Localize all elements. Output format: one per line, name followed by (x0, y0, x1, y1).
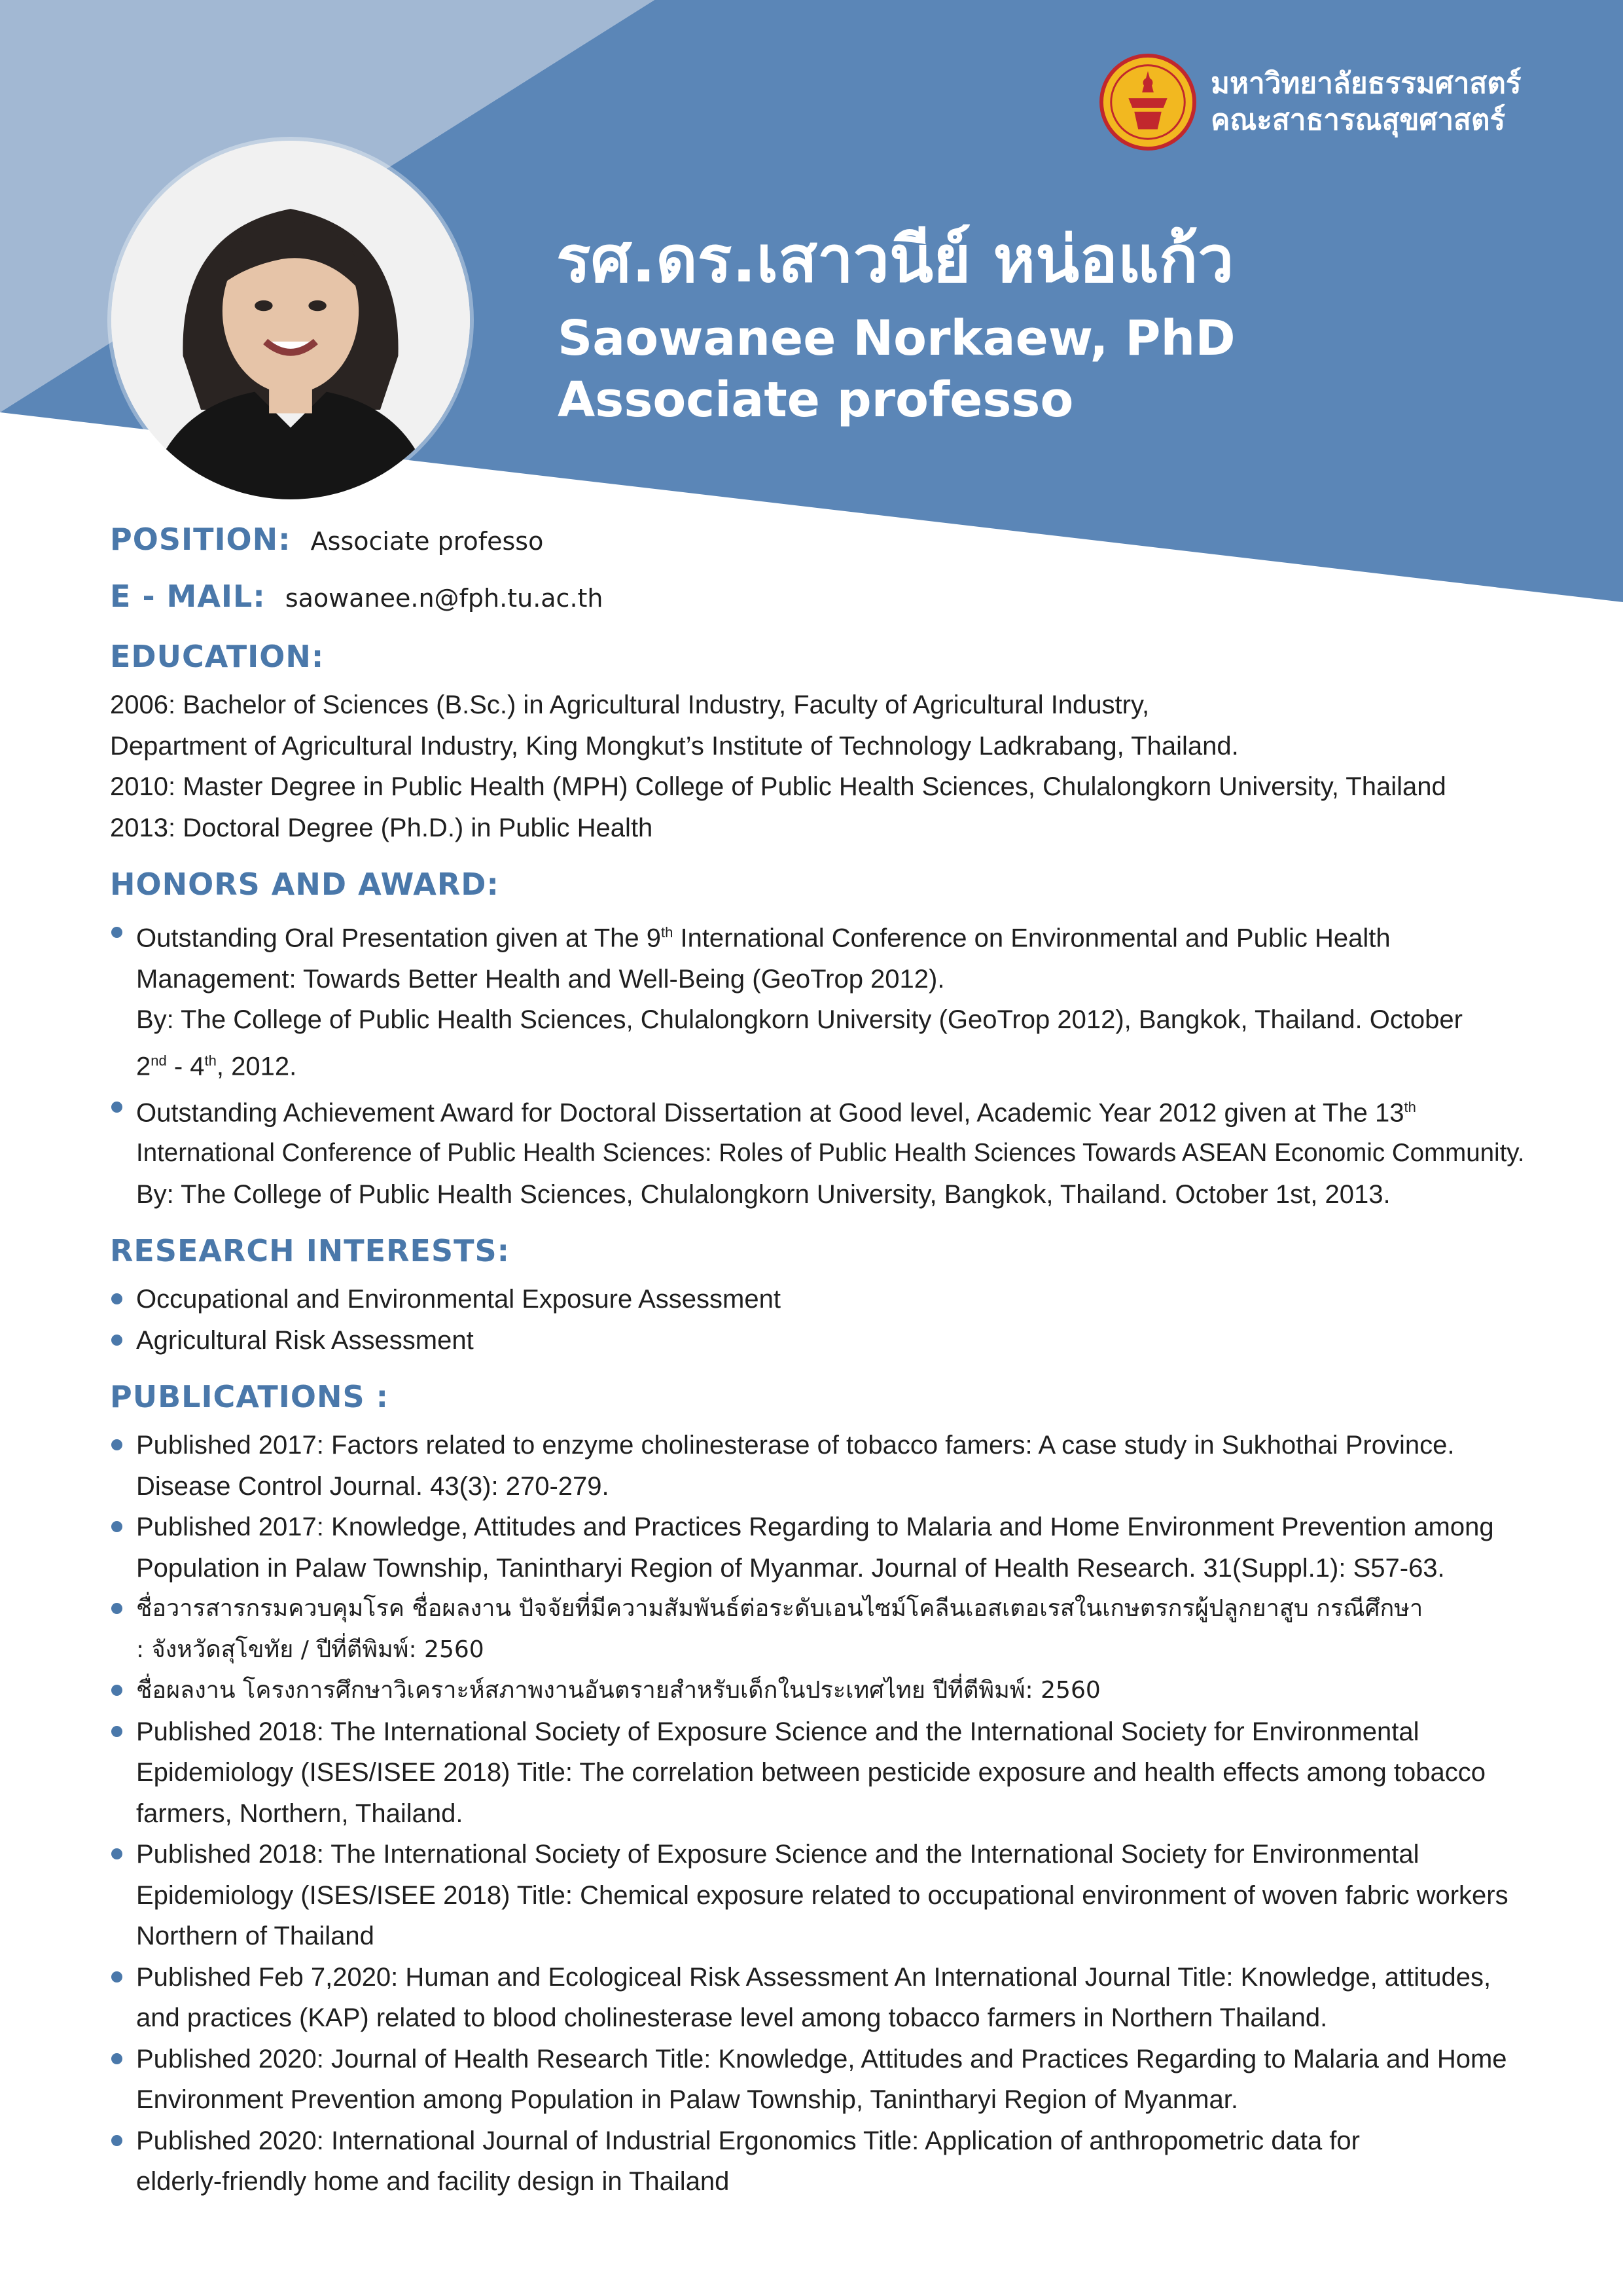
publications-section (110, 1378, 1526, 2202)
research-item: Agricultural Risk Assessment (110, 1320, 1526, 1361)
superscript: th (204, 1052, 217, 1069)
profile-photo (111, 141, 470, 499)
publication-line: : จังหวัดสุโขทัย / ปีที่ตีพิมพ์: 2560 (136, 1636, 484, 1663)
publication-line: Published 2017: Factors related to enzyme cholinesterase of tobacco famers: A case study in Sukhothai Province. (136, 1431, 1455, 1460)
person-silhouette-icon (111, 141, 470, 499)
publication-line: Published 2020: International Journal of Industrial Ergonomics Title: Application of anthropometric data for (136, 2126, 1360, 2155)
publication-item (110, 1834, 1526, 1957)
education-line: 2010: Master Degree in Public Health (MPH) College of Public Health Sciences, Chulalongkorn University, Thailand (110, 772, 1446, 801)
publication-line: ชื่อผลงาน โครงการศึกษาวิเคราะห์สภาพงานอันตรายสำหรับเด็กในประเทศไทย ปีที่ตีพิมพ์: 2560 (136, 1677, 1101, 1704)
cv-content (110, 524, 1526, 2219)
university-name-line1: มหาวิทยาลัยธรรมศาสตร์ (1211, 67, 1522, 100)
position-row (110, 524, 1526, 557)
publication-line: Published 2018: The International Society of Exposure Science and the International Society for Environmental (136, 1840, 1419, 1869)
publication-line: Epidemiology (ISES/ISEE 2018) Title: The correlation between pesticide exposure and health effects among tobacco (136, 1758, 1486, 1787)
name-thai: รศ.ดร.เสาวนีย์ หน่อแก้ว (556, 223, 1234, 297)
email-row (110, 581, 1526, 614)
publication-item (110, 1670, 1526, 1712)
publication-line: ชื่อวารสารกรมควบคุมโรค ชื่อผลงาน ปัจจัยที่มีความสัมพันธ์ต่อระดับเอนไซม์โคลีนเอสเตอเรสในเกษตรกรผู้ปลูกยาสูบ กรณีศึกษา (136, 1595, 1423, 1623)
publication-line: Disease Control Journal. 43(3): 270-279. (136, 1471, 609, 1501)
honors-list (110, 912, 1526, 1215)
publication-line: Environment Prevention among Population in Palaw Township, Tanintharyi Region of Myanmar. (136, 2085, 1238, 2115)
honor-text: By: The College of Public Health Sciences, Chulalongkorn University (GeoTrop 2012), Bangkok, Thailand. October (136, 1005, 1463, 1035)
publication-item (110, 1507, 1526, 1588)
honors-heading: HONORS AND AWARD: (110, 867, 499, 902)
superscript: th (1404, 1098, 1416, 1115)
research-heading: RESEARCH INTERESTS: (110, 1233, 510, 1269)
honor-text: - 4 (166, 1052, 205, 1081)
education-line: Department of Agricultural Industry, King Mongkut’s Institute of Technology Ladkrabang, Thailand. (110, 731, 1239, 761)
publication-item (110, 1957, 1526, 2039)
publication-line: Population in Palaw Township, Tanintharyi Region of Myanmar. Journal of Health Research. 31(Suppl.1): S57-63. (136, 1553, 1445, 1583)
honor-text: Outstanding Oral Presentation given at The 9 (136, 924, 661, 953)
research-section (110, 1232, 1526, 1361)
university-branding (1099, 54, 1521, 151)
email-label: E - MAIL: (110, 579, 266, 614)
honor-text: , 2012. (216, 1052, 297, 1081)
name-english-block (558, 308, 1236, 431)
honor-item (110, 1087, 1526, 1215)
position-label: POSITION: (110, 522, 291, 557)
honor-item (110, 912, 1526, 1087)
publication-line: Published 2018: The International Society of Exposure Science and the International Society for Environmental (136, 1717, 1419, 1746)
position-value: Associate professo (310, 527, 544, 556)
research-item: Occupational and Environmental Exposure Assessment (110, 1279, 1526, 1320)
publication-item (110, 1712, 1526, 1835)
publication-line: farmers, Northern, Thailand. (136, 1799, 463, 1828)
education-list (110, 685, 1526, 848)
honor-text: 2 (136, 1052, 151, 1081)
publication-line: Published Feb 7,2020: Human and Ecologiceal Risk Assessment An International Journal Title: Knowledge, attitudes, (136, 1962, 1491, 1992)
superscript: nd (151, 1052, 167, 1069)
publications-list (110, 1425, 1526, 2202)
honor-text: Outstanding Achievement Award for Doctoral Dissertation at Good level, Academic Year 2012 given at The 13 (136, 1098, 1404, 1127)
publication-line: and practices (KAP) related to blood cholinesterase level among tobacco farmers in Northern Thailand. (136, 2003, 1328, 2033)
publication-line: Epidemiology (ISES/ISEE 2018) Title: Chemical exposure related to occupational environment of woven fabric workers (136, 1880, 1508, 1910)
honor-text: Management: Towards Better Health and Well-Being (GeoTrop 2012). (136, 964, 945, 994)
name-english: Saowanee Norkaew, PhD (558, 310, 1236, 367)
honor-text: International Conference of Public Health Sciences: Roles of Public Health Sciences Towards ASEAN Economic Community. (136, 1139, 1525, 1168)
publication-item (110, 2121, 1526, 2202)
publications-heading: PUBLICATIONS : (110, 1379, 389, 1415)
honors-section (110, 865, 1526, 1215)
faculty-name-line2: คณะสาธารณสุขศาสตร์ (1211, 103, 1506, 137)
publication-item (110, 1588, 1526, 1670)
publication-line: elderly-friendly home and facility design in Thailand (136, 2167, 730, 2197)
university-name (1211, 65, 1521, 139)
superscript: th (660, 924, 673, 941)
email-value[interactable]: saowanee.n@fph.tu.ac.th (285, 584, 603, 613)
publication-line: Northern of Thailand (136, 1922, 374, 1951)
publication-line: Published 2020: Journal of Health Research Title: Knowledge, Attitudes and Practices Regarding to Malaria and Home (136, 2044, 1507, 2073)
honor-text: International Conference on Environmental and Public Health (673, 924, 1391, 953)
publication-line: Published 2017: Knowledge, Attitudes and Practices Regarding to Malaria and Home Environment Prevention among (136, 1513, 1494, 1542)
education-heading: EDUCATION: (110, 639, 325, 674)
research-list (110, 1279, 1526, 1361)
publication-item (110, 2039, 1526, 2121)
honor-text: By: The College of Public Health Sciences, Chulalongkorn University, Bangkok, Thailand. October 1st, 2013. (136, 1179, 1391, 1209)
publication-item (110, 1425, 1526, 1507)
academic-title: Associate professo (558, 372, 1074, 428)
university-seal-icon (1099, 54, 1196, 151)
education-section (110, 637, 1526, 848)
education-line: 2013: Doctoral Degree (Ph.D.) in Public Health (110, 813, 653, 842)
education-line: 2006: Bachelor of Sciences (B.Sc.) in Agricultural Industry, Faculty of Agricultural Industry, (110, 691, 1150, 719)
